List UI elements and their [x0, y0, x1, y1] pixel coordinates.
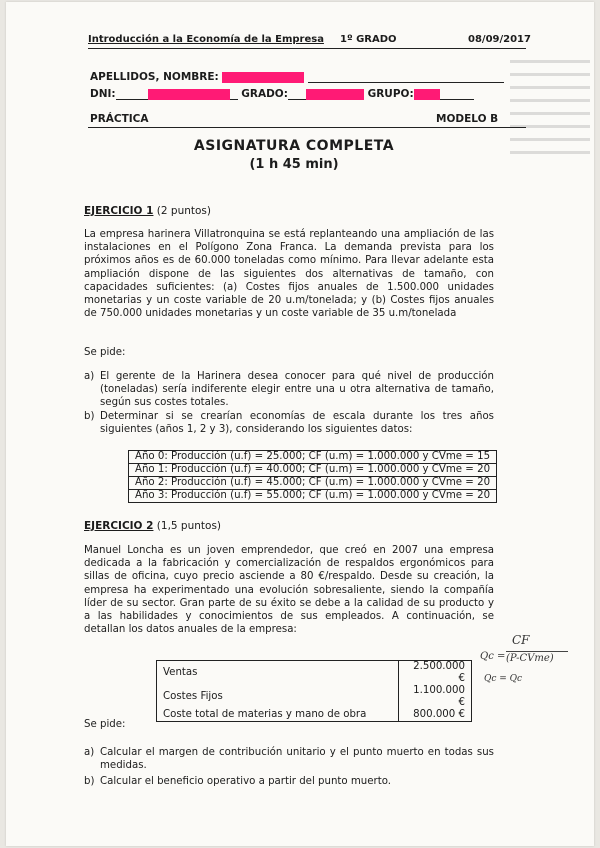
header-rule [88, 48, 526, 49]
exercise1-item-a [84, 370, 494, 409]
exercise2-statement: Manuel Loncha es un joven emprendedor, que creó en 2007 una empresa dedicada a la fabricación y comercialización de respaldos ergonómicos para sillas de oficina, cuyo precio asciende a 80 €/respaldo. Desde su creación, la empresa ha experimentado una evolución sobresaliente, siendo la compañía líder de su sector. Gran parte de su éxito se debe a la calidad de su producto y a las habilidades y conocimientos de sus empleados. A continuación, se detallan los datos anuales de la empresa: [84, 545, 494, 636]
redaction [222, 72, 304, 83]
item-label: a) [84, 747, 95, 758]
row-value: 1.100.000 € [399, 685, 472, 709]
page-title: ASIGNATURA COMPLETA [193, 138, 395, 154]
modelo-label: MODELO B [436, 113, 499, 125]
exercise1-se-pide: Se pide: [84, 347, 126, 358]
table-cell: Año 0: Producción (u.f) = 25.000; CF (u.m) = 1.000.000 y CVme = 15 [129, 451, 497, 464]
exercise1-title: EJERCICIO 1 [84, 205, 154, 217]
exercise2-item-a [84, 746, 494, 772]
course-name: Introducción a la Economía de la Empresa [88, 34, 324, 45]
grupo-label: GRUPO: [367, 88, 414, 100]
table-row [129, 451, 497, 464]
table-row [157, 685, 472, 709]
row-label: Coste total de materias y mano de obra [163, 709, 367, 720]
redaction [414, 89, 440, 100]
page-subtitle: (1 h 45 min) [249, 157, 339, 172]
table-row [129, 490, 497, 503]
row-value: 2.500.000 € [399, 661, 472, 686]
handwritten-denominator: (P-CVme) [506, 653, 554, 664]
dni-field [90, 87, 474, 100]
grade-label: 1º GRADO [340, 34, 397, 45]
item-text: El gerente de la Harinera desea conocer para qué nivel de producción (toneladas) sería indiferente elegir entre una u otra alternativa de tamaño, según sus costes totales. [100, 371, 494, 408]
practica-label: PRÁCTICA [90, 113, 149, 125]
exercise2-title: EJERCICIO 2 [84, 520, 154, 532]
row-label: Costes Fijos [163, 691, 223, 702]
exercise1-statement: La empresa harinera Villatronquina se está replanteando una ampliación de las instalaciones en el Polígono Zona Franca. La demanda prevista para los próximos años es de 60.000 toneladas como mínimo. Para llevar adelante esta ampliación dispone de las siguientes dos alternativas de tamaño, con capacidades suficientes: (a) Costes fijos anuales de 1.500.000 unidades monetarias y un coste variable de 20 u.m/tonelada; y (b) Costes fijos anuales de 750.000 unidades monetarias y un coste variable de 35 u.m/tonelada [84, 229, 494, 320]
exercise2-heading [84, 520, 221, 532]
exercise2-points: (1,5 puntos) [156, 520, 222, 532]
company-data-table [156, 660, 472, 722]
item-text: Determinar si se crearían economías de escala durante los tres años siguientes (años 1, 2 y 3), considerando los siguientes datos: [100, 411, 494, 435]
redaction [306, 89, 364, 100]
exercise2-se-pide: Se pide: [84, 719, 126, 730]
handwritten-numerator: CF [512, 633, 530, 647]
apellidos-label: APELLIDOS, NOMBRE: [90, 71, 219, 83]
table-cell: Año 1: Producción (u.f) = 40.000; CF (u.m) = 1.000.000 y CVme = 20 [129, 464, 497, 477]
dni-blank [116, 87, 148, 100]
handwritten-fraction-bar [506, 651, 568, 652]
exercise1-item-b [84, 410, 494, 436]
redaction [148, 89, 230, 100]
row-label: Ventas [163, 667, 198, 678]
table-row [157, 661, 472, 686]
table-row [129, 477, 497, 490]
dni-label: DNI: [90, 88, 116, 100]
table-cell: Año 3: Producción (u.f) = 55.000; CF (u.m) = 1.000.000 y CVme = 20 [129, 490, 497, 503]
exam-date: 08/09/2017 [468, 34, 531, 45]
apellidos-blank [308, 70, 504, 83]
item-label: b) [84, 776, 95, 787]
fields-rule [88, 127, 526, 128]
item-label: b) [84, 411, 95, 422]
exercise1-heading [84, 205, 211, 217]
table-cell: Año 2: Producción (u.f) = 45.000; CF (u.m) = 1.000.000 y CVme = 20 [129, 477, 497, 490]
item-label: a) [84, 371, 95, 382]
exercise2-item-b [84, 775, 494, 788]
table-row [129, 464, 497, 477]
grado-label: GRADO: [241, 88, 288, 100]
item-text: Calcular el beneficio operativo a partir del punto muerto. [100, 776, 391, 787]
exercise1-points: (2 puntos) [156, 205, 211, 217]
handwritten-note: Qc = Qc [484, 674, 523, 684]
apellidos-field [90, 70, 504, 83]
handwritten-lhs: Qc = [480, 651, 506, 662]
production-table [128, 450, 497, 503]
row-value: 800.000 € [399, 709, 472, 722]
item-text: Calcular el margen de contribución unitario y el punto muerto en todas sus medidas. [100, 747, 494, 771]
